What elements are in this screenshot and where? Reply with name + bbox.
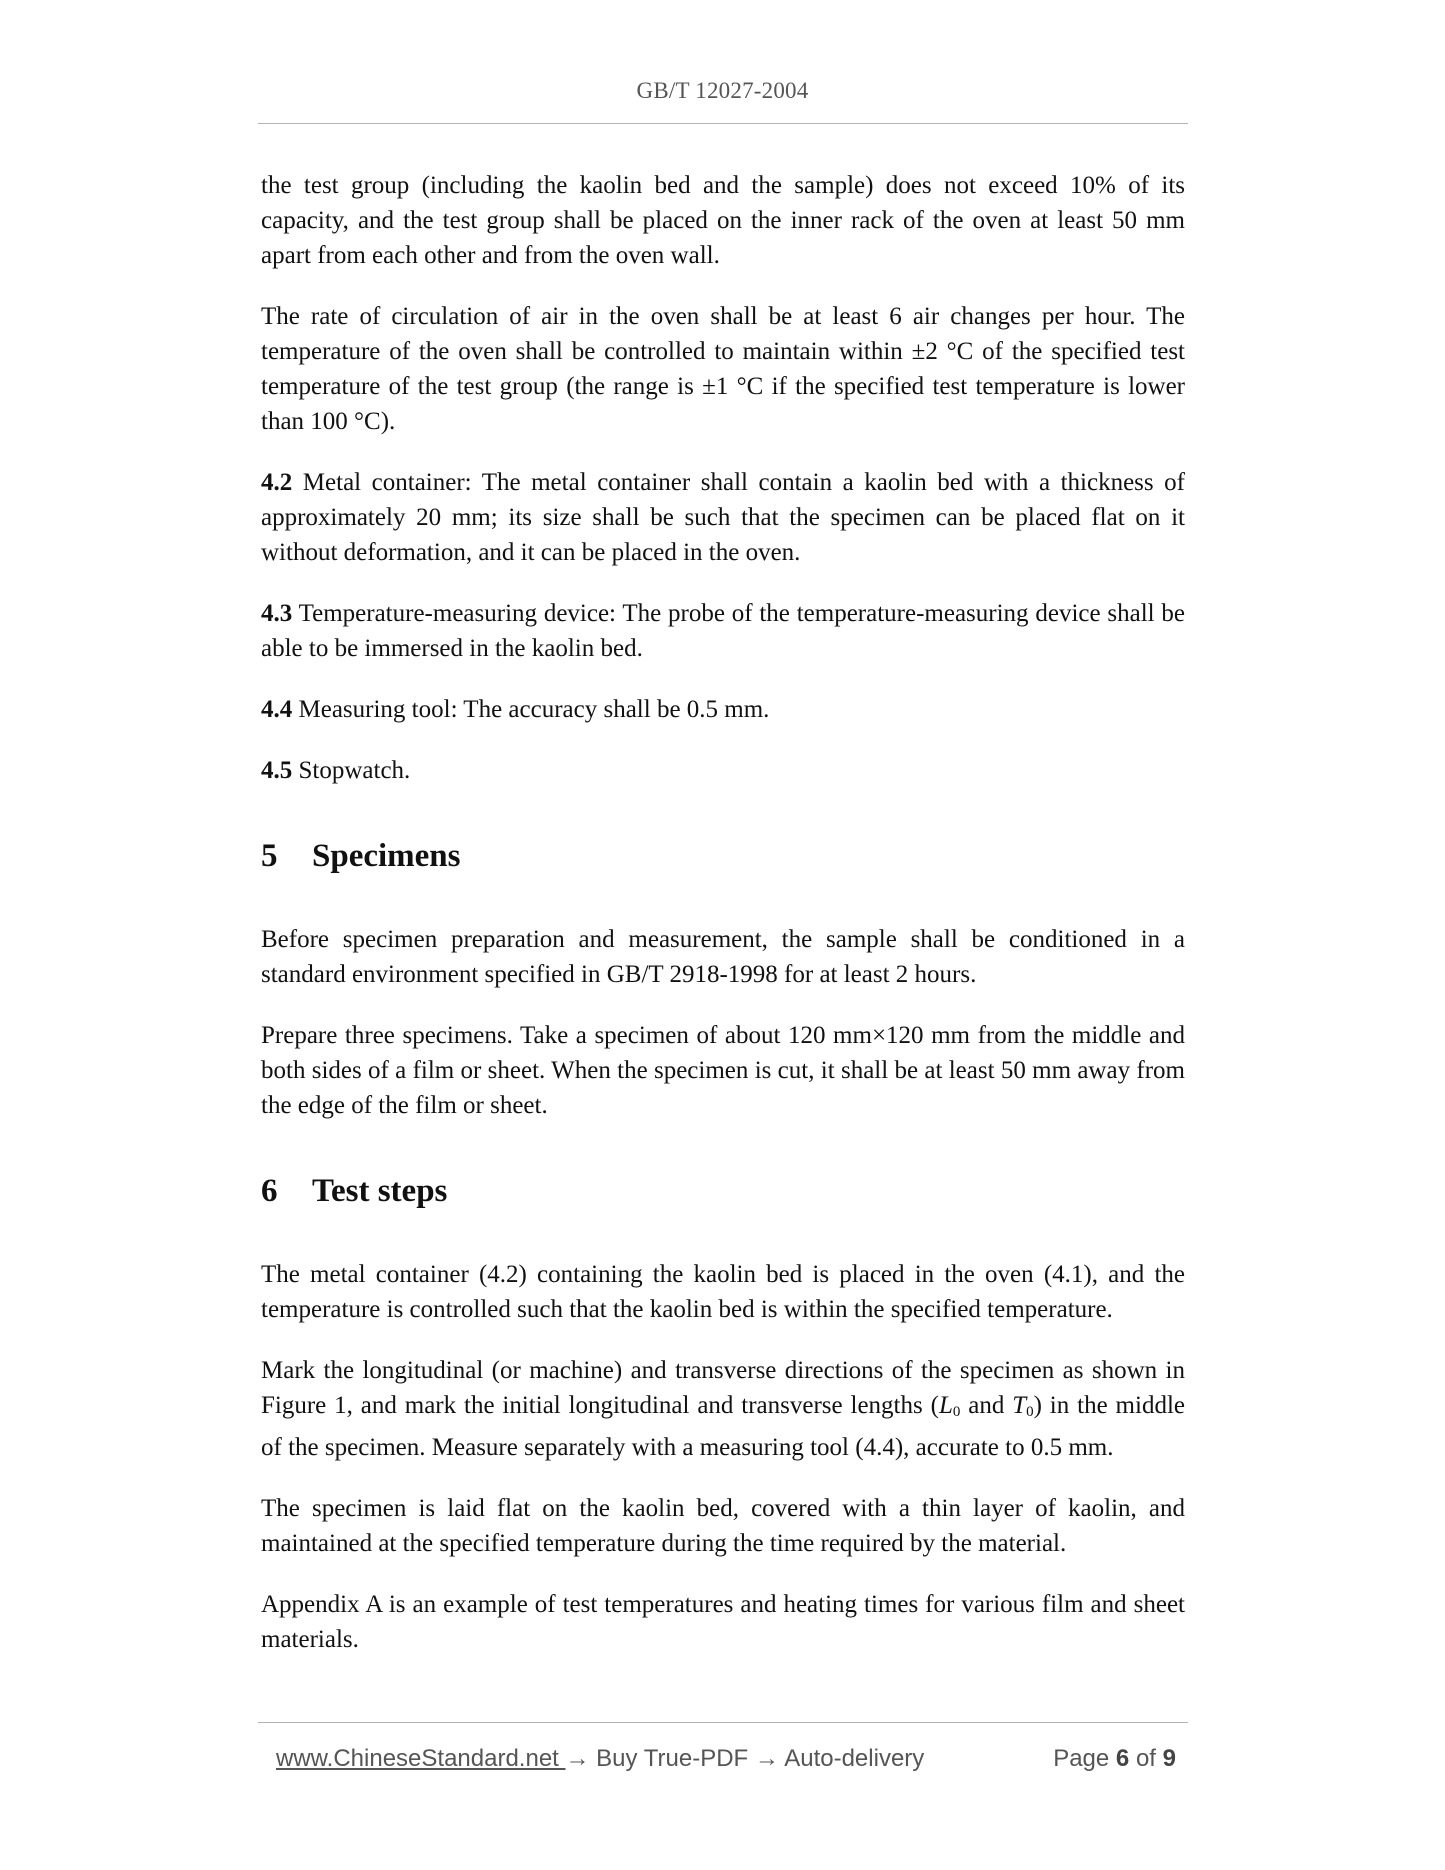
arrow-right-icon: → [565, 1745, 590, 1772]
text-run: Mark the longitudinal (or machine) and transverse directions of the specimen as shown in Figure 1, and mark the initial longitudinal and transverse lengths ( [261, 1357, 1185, 1419]
section-number: 5 [261, 838, 278, 874]
subscript: 0 [952, 1404, 961, 1420]
current-page: 6 [1115, 1745, 1130, 1772]
section-title: Test steps [312, 1173, 448, 1209]
arrow-right-icon: → [754, 1745, 779, 1772]
page-body [261, 168, 1185, 1683]
clause-4-3 [261, 596, 1185, 666]
section-number: 6 [261, 1173, 278, 1209]
symbol-L: L [938, 1392, 953, 1419]
paragraph: Appendix A is an example of test temperatures and heating times for various film and sheet materials. [261, 1591, 1185, 1653]
page-number [1053, 1745, 1176, 1773]
page-footer [276, 1745, 1176, 1777]
total-pages: 9 [1162, 1745, 1176, 1772]
clause-text: Measuring tool: The accuracy shall be 0.5 mm. [292, 696, 770, 723]
symbol-T: T [1012, 1392, 1027, 1419]
clause-number: 4.3 [261, 600, 293, 627]
clause-4-5 [261, 753, 1185, 788]
clause-text: Temperature-measuring device: The probe of the temperature-measuring device shall be able to be immersed in the kaolin bed. [261, 600, 1185, 662]
text-run: and [960, 1392, 1013, 1419]
paragraph: The metal container (4.2) containing the kaolin bed is placed in the oven (4.1), and the temperature is controlled such that the kaolin bed is within the specified temperature. [261, 1261, 1185, 1323]
paragraph [261, 1353, 1185, 1465]
text-run: ) in the middle of the specimen. Measure separately with a measuring tool (4.4), accurate to 0.5 mm. [261, 1392, 1185, 1461]
clause-text: Stopwatch. [292, 757, 411, 784]
auto-delivery-text: Auto-delivery [778, 1745, 925, 1772]
clause-4-4 [261, 692, 1185, 727]
paragraph: The specimen is laid flat on the kaolin bed, covered with a thin layer of kaolin, and maintained at the specified temperature during the time required by the material. [261, 1495, 1185, 1557]
section-heading-specimens [261, 836, 1185, 876]
clause-number: 4.2 [261, 469, 293, 496]
page-of: of [1129, 1745, 1163, 1772]
paragraph: The rate of circulation of air in the oven shall be at least 6 air changes per hour. The temperature of the oven shall be controlled to maintain within ±2 °C of the specified test temperature of the test group (the range is ±1 °C if the specified test temperature is lower than 100 °C). [261, 303, 1185, 435]
header-divider [258, 123, 1188, 124]
footer-divider [258, 1722, 1188, 1723]
clause-number: 4.5 [261, 757, 293, 784]
paragraph: Prepare three specimens. Take a specimen of about 120 mm×120 mm from the middle and both sides of a film or sheet. When the specimen is cut, it shall be at least 50 mm away from the edge of the film or sheet. [261, 1022, 1185, 1119]
footer-promo [276, 1745, 924, 1773]
website-link[interactable]: www.ChineseStandard.net [276, 1745, 566, 1772]
paragraph: the test group (including the kaolin bed and the sample) does not exceed 10% of its capacity, and the test group shall be placed on the inner rack of the oven at least 50 mm apart from each other and from the oven wall. [261, 172, 1185, 269]
section-title: Specimens [312, 838, 461, 874]
page-label: Page [1053, 1745, 1116, 1772]
clause-number: 4.4 [261, 696, 293, 723]
clause-text: Metal container: The metal container shall contain a kaolin bed with a thickness of approximately 20 mm; its size shall be such that the specimen can be placed flat on it without deformation, and it can be placed in the oven. [261, 469, 1185, 566]
section-heading-test-steps [261, 1171, 1185, 1211]
document-header: GB/T 12027-2004 [636, 78, 809, 103]
paragraph: Before specimen preparation and measurement, the sample shall be conditioned in a standard environment specified in GB/T 2918-1998 for at least 2 hours. [261, 926, 1185, 988]
buy-pdf-text: Buy True-PDF [589, 1745, 755, 1772]
subscript: 0 [1026, 1404, 1034, 1420]
clause-4-2 [261, 465, 1185, 570]
